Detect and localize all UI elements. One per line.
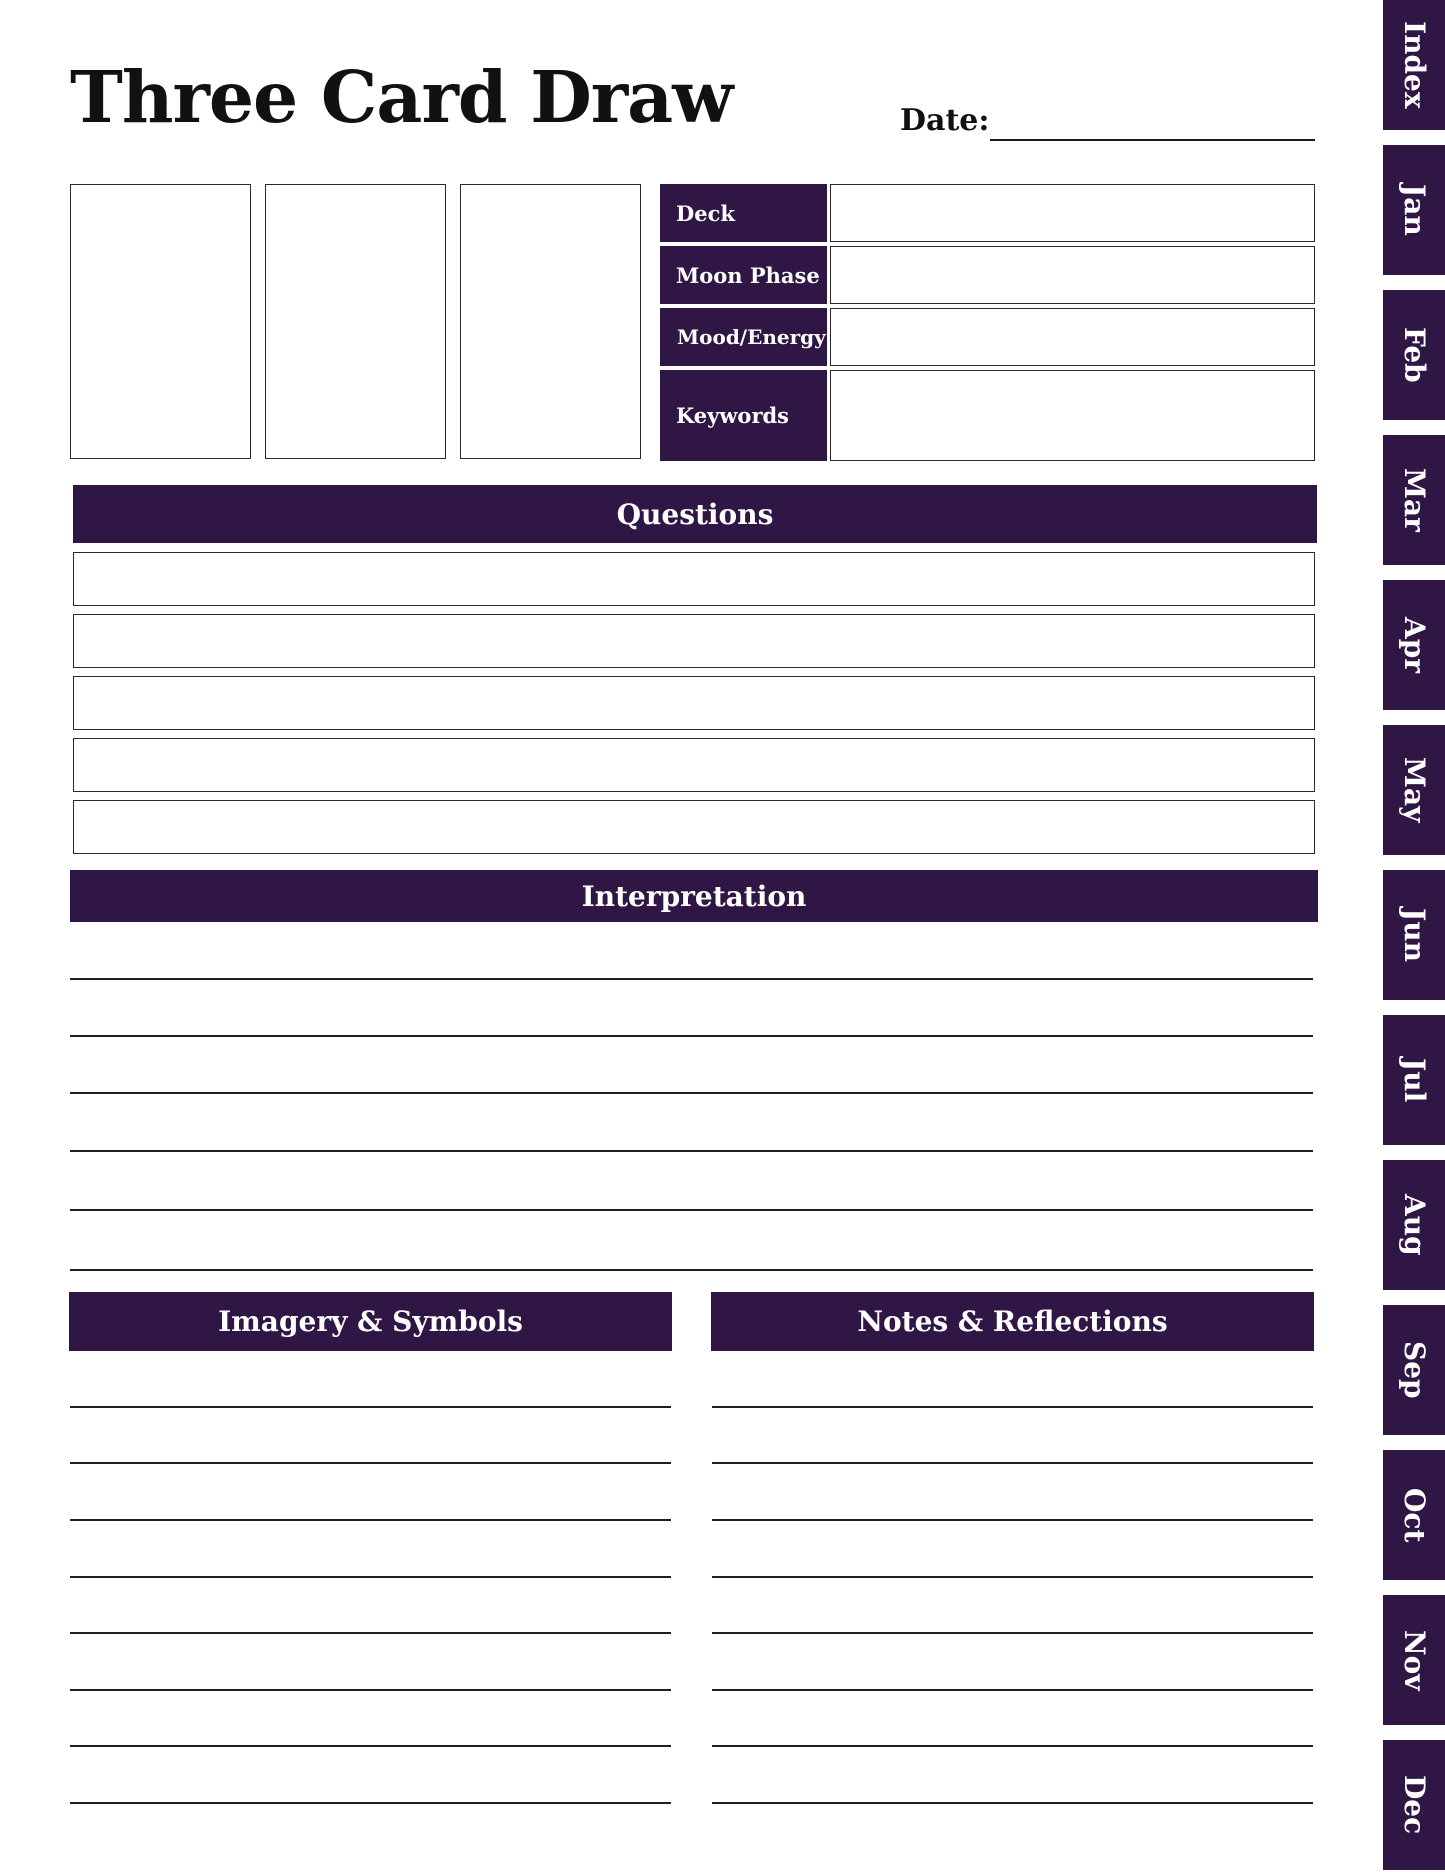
moon-phase-label: [660, 246, 827, 304]
tab-jul[interactable]: [1383, 1015, 1445, 1147]
tab-feb[interactable]: [1383, 290, 1445, 422]
tab-aug-label: Aug: [1398, 1194, 1431, 1256]
imagery-line[interactable]: [70, 1462, 671, 1464]
interpretation-line[interactable]: [70, 1209, 1313, 1211]
imagery-line[interactable]: [70, 1802, 671, 1804]
notes-reflections-header: [711, 1292, 1314, 1351]
imagery-line[interactable]: [70, 1745, 671, 1747]
deck-label: [660, 184, 827, 242]
imagery-line[interactable]: [70, 1406, 671, 1408]
imagery-line[interactable]: [70, 1689, 671, 1691]
tab-may-label: May: [1398, 757, 1431, 823]
tab-apr-label: Apr: [1398, 616, 1431, 674]
interpretation-header: [70, 870, 1318, 922]
notes-line[interactable]: [712, 1406, 1313, 1408]
question-field-2[interactable]: [73, 614, 1315, 668]
interpretation-header-text: Interpretation: [581, 879, 807, 913]
question-field-4[interactable]: [73, 738, 1315, 792]
mood-energy-field[interactable]: [830, 308, 1315, 366]
tab-jun[interactable]: [1383, 870, 1445, 1002]
imagery-line[interactable]: [70, 1576, 671, 1578]
mood-energy-label-text: Mood/Energy: [677, 325, 826, 349]
tab-sep[interactable]: [1383, 1305, 1445, 1437]
tab-index[interactable]: [1383, 0, 1445, 132]
question-field-1[interactable]: [73, 552, 1315, 606]
date-input-line[interactable]: [990, 139, 1315, 141]
interpretation-line[interactable]: [70, 1150, 1313, 1152]
interpretation-line[interactable]: [70, 978, 1313, 980]
tab-mar-label: Mar: [1398, 468, 1431, 532]
moon-phase-field[interactable]: [830, 246, 1315, 304]
interpretation-line[interactable]: [70, 1269, 1313, 1271]
tab-sep-label: Sep: [1398, 1341, 1431, 1399]
card-slot-past[interactable]: [70, 184, 251, 459]
tab-dec[interactable]: [1383, 1740, 1445, 1872]
interpretation-line[interactable]: [70, 1092, 1313, 1094]
deck-label-text: Deck: [676, 200, 735, 226]
moon-phase-label-text: Moon Phase: [676, 262, 820, 288]
tab-nov-label: Nov: [1398, 1629, 1431, 1691]
imagery-line[interactable]: [70, 1519, 671, 1521]
imagery-symbols-header: [69, 1292, 672, 1351]
card-slot-present[interactable]: [265, 184, 446, 459]
tab-may[interactable]: [1383, 725, 1445, 857]
notes-reflections-header-text: Notes & Reflections: [857, 1305, 1168, 1338]
tab-apr[interactable]: [1383, 580, 1445, 712]
tab-index-label: Index: [1398, 21, 1431, 109]
tab-jan[interactable]: [1383, 145, 1445, 277]
keywords-label: [660, 370, 827, 461]
imagery-line[interactable]: [70, 1632, 671, 1634]
question-field-5[interactable]: [73, 800, 1315, 854]
tab-jun-label: Jun: [1398, 908, 1431, 962]
questions-header-text: Questions: [616, 497, 774, 531]
tab-oct[interactable]: [1383, 1450, 1445, 1582]
notes-line[interactable]: [712, 1689, 1313, 1691]
tab-mar[interactable]: [1383, 435, 1445, 567]
notes-line[interactable]: [712, 1802, 1313, 1804]
notes-line[interactable]: [712, 1745, 1313, 1747]
imagery-symbols-header-text: Imagery & Symbols: [218, 1305, 523, 1338]
interpretation-line[interactable]: [70, 1035, 1313, 1037]
card-slot-future[interactable]: [460, 184, 641, 459]
mood-energy-label: [660, 308, 827, 366]
tab-jan-label: Jan: [1398, 184, 1431, 236]
questions-header: [73, 485, 1317, 543]
notes-line[interactable]: [712, 1462, 1313, 1464]
tab-dec-label: Dec: [1398, 1775, 1431, 1835]
notes-line[interactable]: [712, 1576, 1313, 1578]
tab-aug[interactable]: [1383, 1160, 1445, 1292]
keywords-label-text: Keywords: [676, 403, 790, 428]
deck-field[interactable]: [830, 184, 1315, 242]
date-label: Date:: [900, 103, 990, 138]
question-field-3[interactable]: [73, 676, 1315, 730]
tab-oct-label: Oct: [1398, 1487, 1431, 1543]
tab-feb-label: Feb: [1398, 327, 1431, 383]
page-title: Three Card Draw: [70, 55, 733, 139]
notes-line[interactable]: [712, 1519, 1313, 1521]
notes-line[interactable]: [712, 1632, 1313, 1634]
keywords-field[interactable]: [830, 370, 1315, 461]
tab-nov[interactable]: [1383, 1595, 1445, 1727]
tab-jul-label: Jul: [1398, 1057, 1431, 1103]
